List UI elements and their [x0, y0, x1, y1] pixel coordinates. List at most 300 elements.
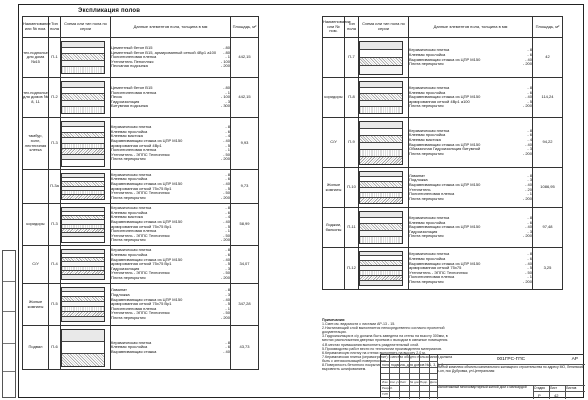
layer-thickness: - 50	[223, 310, 230, 316]
floor-type: П-12	[345, 248, 359, 290]
layer-thickness: - 8	[527, 47, 532, 53]
layer-material: Подложка	[111, 292, 130, 298]
section-layer	[62, 275, 104, 279]
layer-material: Полиэтиленовая пленка	[111, 305, 157, 311]
room-name: коридоры	[23, 204, 49, 246]
room-name: тамбур, холл, лестничная клетка	[23, 118, 49, 170]
layer-thickness: - 1	[225, 228, 230, 234]
layer-thickness: - 200	[220, 274, 230, 280]
layer-thickness: - 5	[527, 98, 532, 104]
layer-thickness: - 8	[225, 287, 230, 293]
cross-section	[61, 249, 105, 281]
stamp-label-gip: ГИП	[382, 392, 388, 396]
document-code: 001ГРС-ГПС	[496, 357, 526, 362]
layer-material: Клеевая мастика	[409, 136, 441, 142]
layer-thickness: - 100	[220, 58, 230, 64]
section-layer	[360, 150, 402, 157]
section-layer	[62, 354, 104, 366]
floor-section-drawing	[61, 284, 111, 326]
layer-material: Клеевая прослойка	[409, 89, 446, 95]
layer-material: Клеевая прослойка	[111, 176, 148, 182]
floor-type: П-8	[345, 78, 359, 118]
layer-thickness: - 200	[522, 150, 532, 156]
layer-item	[111, 104, 230, 109]
document-section: АР	[571, 357, 578, 362]
room-name: Жилые комнаты	[23, 284, 49, 326]
layer-thickness: - 200	[220, 237, 230, 243]
layer-thickness: - 100	[220, 94, 230, 100]
layer-material: Керамическая плитка	[409, 251, 450, 257]
layer-material: Цементный бетон В15	[111, 85, 153, 91]
note-line: 1.Смет.см. ведомости с листами АР-13 - 15.	[322, 322, 396, 327]
notes-heading: Примечания:	[322, 318, 346, 322]
layer-material: армированная сеткой 75x75 Вр1	[111, 261, 172, 267]
layer-thickness: - 4	[225, 214, 230, 220]
layer-material: Плита перекрытия	[409, 150, 444, 156]
layer-material: Керамическая плитка	[409, 215, 450, 221]
layer-material: Керамическая плитка	[111, 171, 152, 177]
section-layer	[360, 122, 402, 129]
layer-material: Клеевая прослойка	[111, 128, 148, 134]
header-scheme: Схема или тип пола по серии	[61, 17, 111, 38]
floor-section-drawing	[359, 38, 409, 78]
cross-section	[61, 81, 105, 115]
layer-material: Выравнивающая стяжка из ЦПР М150	[409, 260, 481, 266]
floor-section-drawing	[61, 204, 111, 246]
section-layer	[62, 317, 104, 322]
cross-section	[359, 251, 403, 287]
floor-section-drawing	[61, 246, 111, 284]
layer-thickness: - 6	[527, 219, 532, 225]
table-row	[23, 118, 259, 170]
layer-material: Выравнивающая стяжка из ЦПР М150	[111, 218, 183, 224]
layer-list	[111, 118, 231, 170]
layer-material: Гидроизоляция	[111, 98, 140, 104]
layer-material: Керамическая плитка	[409, 127, 450, 133]
layer-list	[409, 38, 533, 78]
floor-section-drawing	[61, 170, 111, 204]
floor-area: 3,25	[533, 248, 563, 290]
layer-thickness: - 6	[225, 176, 230, 182]
layer-thickness: - 8	[225, 339, 230, 345]
layer-material: Ламинат	[111, 287, 128, 293]
layer-thickness: - 3	[225, 265, 230, 271]
layer-thickness: - 40	[223, 256, 230, 262]
layer-material: Керамическая плитка	[111, 247, 152, 253]
layer-item	[409, 62, 532, 67]
layer-thickness: - 8	[225, 124, 230, 130]
layer-thickness: - 5	[225, 185, 230, 191]
header-scheme: Схема или тип пола по серии	[359, 17, 409, 38]
layer-thickness: - 40	[525, 181, 532, 187]
section-layer	[360, 157, 402, 164]
layer-list	[409, 168, 533, 208]
layer-thickness: - 1	[225, 305, 230, 311]
layer-thickness: - 8	[527, 172, 532, 178]
room-name	[323, 38, 345, 78]
cross-section	[359, 171, 403, 205]
note-line: 7.Керамическая плитка (керамогранит) в местах общего пользования должна быть с антискользящей поверхностью.	[322, 354, 453, 363]
layer-list	[409, 78, 533, 118]
floor-type: П-11	[345, 208, 359, 248]
section-layer	[360, 58, 402, 66]
layer-list	[111, 284, 231, 326]
layer-thickness: - 1	[527, 191, 532, 197]
note-line: 4.В местах примыкания выполнить разделительный слой.	[322, 342, 420, 347]
floor-type: П-6	[49, 326, 61, 370]
layer-material: Обмазочная Гидроизоляция битумной	[409, 146, 481, 152]
layer-thickness: - 80	[223, 49, 230, 55]
note-line: 6.Керамическую плитку на стенах выполнять на высоту 2,0 м.	[322, 350, 426, 355]
layer-thickness: - 6	[527, 256, 532, 262]
floor-area: 9,73	[231, 170, 259, 204]
room-name: тех.подполье для дома №15	[23, 38, 49, 78]
floor-area: 9,93	[231, 118, 259, 170]
floor-area: 58,99	[231, 204, 259, 246]
layer-material: Клеевая прослойка	[111, 209, 148, 215]
section-layer	[360, 66, 402, 74]
layer-material: Клеевая прослойка	[409, 219, 446, 225]
table-row	[23, 246, 259, 284]
stage-sheet-block	[533, 385, 585, 399]
binding-strip	[2, 250, 16, 398]
layer-thickness: - 200	[522, 195, 532, 201]
layer-thickness: - 3	[225, 292, 230, 298]
layer-item	[111, 350, 230, 355]
section-layer	[62, 107, 104, 113]
layer-thickness: - 6	[527, 132, 532, 138]
layer-material: Плита перекрытия	[409, 278, 444, 284]
layer-list	[111, 78, 231, 118]
header-area: Площадь, м²	[533, 17, 563, 38]
layer-thickness: - 8	[527, 127, 532, 133]
layer-material: Цементный бетон В15	[111, 45, 153, 51]
layer-material: армированная сеткой 75x75 Вр1	[111, 223, 172, 229]
layer-material: Клеевая прослойка	[409, 51, 446, 57]
floor-type: П-1	[49, 38, 61, 78]
layer-material: Керамическая плитка	[111, 124, 152, 130]
floor-section-drawing	[61, 38, 111, 78]
layer-material: Полиэтиленовая пленка	[111, 54, 157, 60]
floor-type: П-10	[345, 168, 359, 208]
layer-thickness: - 8	[225, 171, 230, 177]
cross-section	[359, 121, 403, 165]
layer-thickness: - 40	[223, 180, 230, 186]
layer-material: армированная сеткой 75x75	[409, 265, 462, 271]
layer-thickness: - 200	[220, 194, 230, 200]
layer-thickness: - 8	[225, 247, 230, 253]
floor-area: 42	[533, 38, 563, 78]
layer-item	[111, 238, 230, 243]
layer-list	[111, 204, 231, 246]
floor-section-drawing	[359, 118, 409, 168]
layer-material: Песок	[111, 94, 123, 100]
stamp-label-count: Кол.уч	[390, 380, 399, 384]
layer-thickness: - 3	[527, 177, 532, 183]
layer-thickness: - 5	[225, 261, 230, 267]
floor-type: П-3	[49, 118, 61, 170]
cross-section	[61, 121, 105, 167]
layer-thickness: - 40	[223, 137, 230, 143]
layer-thickness: - 6	[527, 89, 532, 95]
layer-material: армированная сеткой 4Вр1 а100	[409, 98, 470, 104]
layer-thickness: - 6	[225, 209, 230, 215]
layer-thickness: - 6	[527, 51, 532, 57]
table-row	[323, 118, 563, 168]
layer-thickness: - 1	[225, 147, 230, 153]
floor-section-drawing	[359, 248, 409, 290]
layer-thickness: - 6	[225, 252, 230, 258]
note-line: 3.Гидроизоляция в с/у должна быть заведена на стены на высоту 300мм, в местах расположения дверных проемов с выходом в смежные помещения.	[322, 334, 449, 343]
layer-material: Плита перекрытия	[111, 237, 146, 243]
header-type: Тип пола	[49, 17, 61, 38]
layer-material: Керамическая плитка	[409, 47, 450, 53]
floor-type: П-5	[49, 284, 61, 326]
layer-thickness: - 50	[223, 270, 230, 276]
project-description: Жилой комплекс объекты капитального жилищного строительства по адресу МО, Ленинский р-он, пос Дубровкa, ул Центральная	[437, 365, 584, 373]
layer-material: Полиэтиленовая пленка	[409, 274, 455, 280]
layer-thickness: - 300	[220, 103, 230, 109]
layer-material: Плита перекрытия	[111, 194, 146, 200]
layer-list	[111, 38, 231, 78]
layer-thickness: - 40	[525, 224, 532, 230]
header-name: Наименование или № пом.	[23, 17, 49, 38]
table-row	[23, 38, 259, 78]
room-name: С/У	[23, 246, 49, 284]
layer-material: Цементный бетон В15, армированный сеткой 4Вр1 а100	[111, 49, 217, 55]
layer-item	[409, 104, 532, 109]
layer-thickness: - 8	[527, 215, 532, 221]
layer-material: Керамическая плитка	[111, 205, 152, 211]
layer-thickness: - 5	[225, 142, 230, 148]
floor-type: П-3	[49, 204, 61, 246]
layer-material: Плита перекрытия	[409, 61, 444, 67]
header-name: Наименование или № пом.	[323, 17, 345, 38]
floor-area: 1086,95	[533, 168, 563, 208]
layer-material: Ламинат	[409, 172, 426, 178]
table-row	[23, 326, 259, 370]
layer-material: Плита перекрытия	[409, 195, 444, 201]
header-area: Площадь, м²	[231, 17, 259, 38]
layer-material: Полиэтиленовая пленка	[111, 147, 157, 153]
layer-material: Выравнивающая стяжка	[111, 348, 157, 354]
room-name: С/У	[323, 118, 345, 168]
room-name: тех.подполье для домов № 8, 11	[23, 78, 49, 118]
sheet-value: 42	[554, 393, 559, 398]
table-row	[323, 38, 563, 78]
layer-material: Плита перекрытия	[409, 103, 444, 109]
stage-label: Стадия	[534, 386, 545, 390]
layer-material: Клеевая мастика	[111, 214, 143, 220]
layer-thickness: - 80	[223, 45, 230, 51]
layer-material: Утеплитель - ЭППС Техноплэкс	[409, 269, 468, 275]
layer-material: Утеплитель - ЭППС Техноплэкс	[111, 270, 170, 276]
layer-material: Гидроизоляция	[111, 265, 140, 271]
layer-thickness: - 50	[223, 190, 230, 196]
section-layer	[360, 198, 402, 203]
layer-thickness: - 1	[527, 274, 532, 280]
floor-section-drawing	[359, 78, 409, 118]
section-layer	[360, 107, 402, 113]
layer-list	[409, 248, 533, 290]
layer-thickness: - 1	[225, 54, 230, 60]
layer-list	[111, 246, 231, 284]
section-layer	[62, 330, 104, 342]
table-row	[23, 204, 259, 246]
layer-list	[111, 170, 231, 204]
floor-section-drawing	[61, 326, 111, 370]
stamp-label-dev: Разраб.	[382, 386, 393, 390]
floor-section-drawing	[61, 78, 111, 118]
layer-material: Выравнивающая стяжка из ЦПР М150	[409, 94, 481, 100]
section-layer	[360, 129, 402, 136]
layer-thickness: - 200	[522, 278, 532, 284]
layer-material: Утеплитель - ЭППС Техноплэкс	[111, 190, 170, 196]
layer-thickness: - 20	[525, 186, 532, 192]
layer-item	[409, 152, 532, 157]
layer-thickness: - 5	[225, 301, 230, 307]
layer-material: Выравнивающая стяжка из ЦПР М150	[409, 181, 481, 187]
layer-material: Выравнивающая стяжка из ЦПР М150	[409, 56, 481, 62]
sheet-label: Лист	[550, 386, 557, 390]
cross-section	[61, 173, 105, 201]
layer-material: армированная сеткой 4Вр1	[111, 142, 162, 148]
layer-material: Клеевая прослойка	[409, 256, 446, 262]
floor-area: 114,24	[533, 78, 563, 118]
layer-material: Клеевая прослойка	[409, 132, 446, 138]
section-layer	[360, 136, 402, 143]
floor-area: 97,48	[533, 208, 563, 248]
layer-thickness: - 3	[225, 98, 230, 104]
layer-thickness: - 1	[225, 89, 230, 95]
floor-table-left	[22, 16, 259, 370]
layer-item	[409, 234, 532, 239]
layer-material: Выравнивающая стяжка из ЦПР М150	[409, 141, 481, 147]
stamp-label-change: Изм.	[382, 380, 389, 384]
section-layer	[360, 42, 402, 50]
floor-type: П-4	[49, 246, 61, 284]
layer-thickness: - 200	[522, 233, 532, 239]
section-layer	[62, 160, 104, 166]
layer-item	[409, 197, 532, 202]
sheet-title: Экспликация полов	[78, 8, 141, 14]
floor-area: 34,07	[231, 246, 259, 284]
layer-item	[111, 276, 230, 281]
layer-thickness: - 40	[525, 260, 532, 266]
layer-thickness: - 40	[223, 218, 230, 224]
layer-item	[409, 280, 532, 285]
room-name	[23, 170, 49, 204]
layer-material: Утеплитель	[409, 186, 431, 192]
layer-thickness: - 50	[223, 151, 230, 157]
layer-material: армированная сеткой 75x75 Вр1	[111, 185, 172, 191]
layer-list	[409, 208, 533, 248]
layer-thickness: - 50	[223, 232, 230, 238]
layer-thickness: - 40	[525, 56, 532, 62]
cross-section	[61, 287, 105, 323]
table-row	[323, 208, 563, 248]
table-row	[323, 248, 563, 290]
floor-area: 347,28	[231, 284, 259, 326]
sheets-label: Листов	[566, 386, 577, 390]
floor-type: П-2	[49, 78, 61, 118]
layer-thickness: - 6	[225, 344, 230, 350]
layer-material: Выравнивающая стяжка из ЦПР М150	[409, 224, 481, 230]
cross-section	[359, 211, 403, 245]
layer-thickness: - 200	[522, 61, 532, 67]
floor-area: 442,15	[231, 38, 259, 78]
section-layer	[360, 143, 402, 150]
section-layer	[62, 195, 104, 199]
layer-material: Выравнивающая стяжка из ЦПР М150	[111, 137, 183, 143]
layer-thickness: - 8	[225, 205, 230, 211]
layer-material: Утеплитель - ЭППС Техноплэкс	[111, 151, 170, 157]
header-elements: Данные элементов пола, толщина в мм	[409, 17, 533, 38]
layer-list	[409, 118, 533, 168]
layer-material: Выравнивающая стяжка из ЦПР М150	[111, 180, 183, 186]
table-row	[323, 78, 563, 118]
floor-area: 94,22	[533, 118, 563, 168]
section-layer	[360, 50, 402, 58]
layer-thickness: - 200	[220, 63, 230, 69]
note-line: 2.Настилающий слой выполняется непосредственно согласно проектной документации.	[322, 326, 445, 335]
layer-list	[111, 326, 231, 370]
layer-thickness: - 3	[527, 146, 532, 152]
note-line: 8.Поверхность бетонного покрытия пола подвала, для домов №1, 3, 5, 8, выровнить шлифованием.	[322, 363, 445, 372]
layer-thickness: - 40	[223, 348, 230, 354]
layer-thickness: - 3	[527, 228, 532, 234]
layer-thickness: - 5	[225, 223, 230, 229]
stamp-label-date: Дата	[430, 380, 437, 384]
table-row	[23, 78, 259, 118]
layer-material: Плита перекрытия	[111, 156, 146, 162]
room-name: Лоджии, балконы	[323, 208, 345, 248]
floor-section-drawing	[359, 168, 409, 208]
floor-table-right	[322, 16, 563, 290]
floor-type: П-7	[345, 38, 359, 78]
layer-item	[111, 316, 230, 321]
layer-thickness: - 8	[527, 251, 532, 257]
layer-material: Керамическая плитка	[111, 339, 152, 345]
layer-item	[111, 157, 230, 162]
layer-thickness: - 80	[223, 85, 230, 91]
layer-material: Утеплитель - ЭППС Техноплэкс	[111, 310, 170, 316]
layer-material: Полиэтиленовая пленка	[111, 228, 157, 234]
cross-section	[61, 41, 105, 75]
layer-material: Битумная подсыпка	[111, 103, 148, 109]
cross-section	[359, 81, 403, 115]
layer-thickness: - 8	[527, 85, 532, 91]
table-row	[23, 170, 259, 204]
layer-material: армированная сеткой 75x75 Вр1	[111, 301, 172, 307]
layer-material: Гидроизоляция	[409, 228, 438, 234]
layer-thickness: - 200	[220, 156, 230, 162]
header-elements: Данные элементов пола, толщина в мм	[111, 17, 231, 38]
note-line: 5.Производство работ вести по технологии производителя материалов.	[322, 346, 443, 351]
stamp-label-doc: № док.	[410, 380, 420, 384]
layer-item	[111, 196, 230, 201]
table-header	[323, 17, 563, 38]
layer-material: Клеевая мастика	[111, 133, 143, 139]
cross-section	[61, 207, 105, 243]
layer-material: Плита перекрытия	[111, 274, 146, 280]
layer-material: Выравнивающая стяжка из ЦПР М150	[111, 296, 183, 302]
layer-material: Подложка	[409, 177, 428, 183]
floor-area: 43,73	[231, 326, 259, 370]
table-row	[323, 168, 563, 208]
layer-thickness: - 5	[527, 265, 532, 271]
layer-item	[111, 64, 230, 69]
